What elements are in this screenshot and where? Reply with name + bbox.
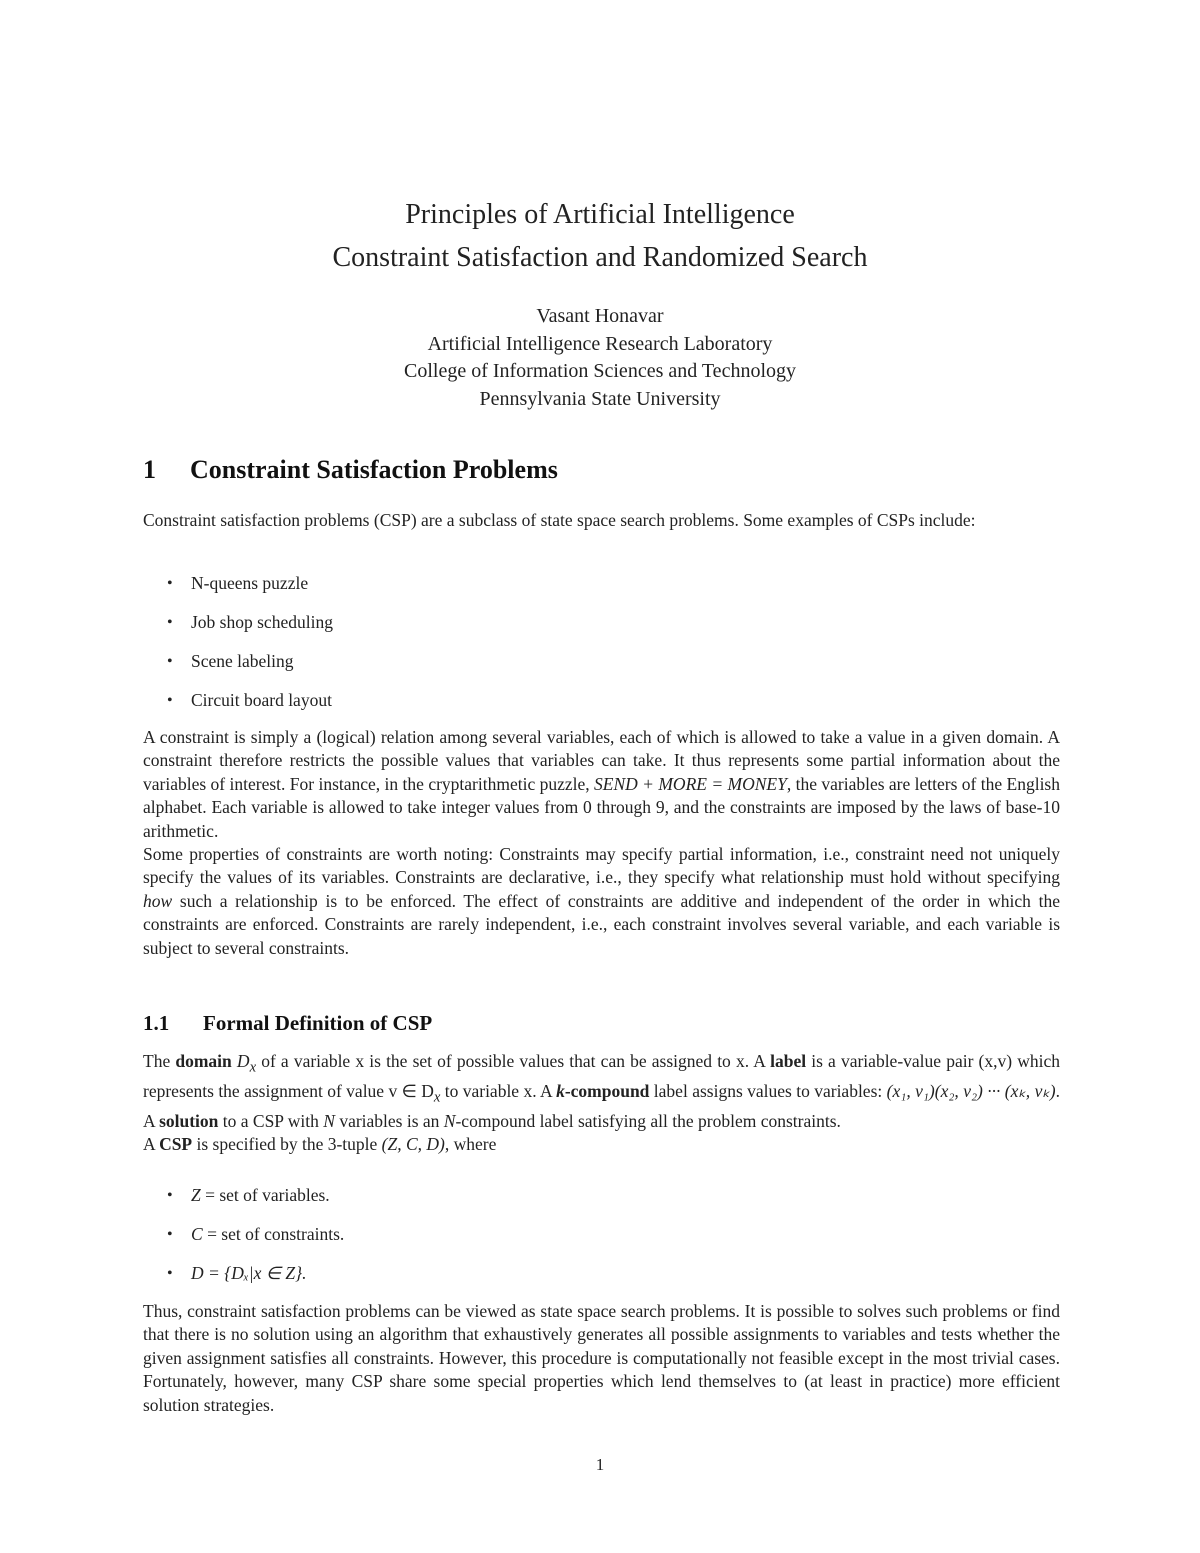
list-item: • N-queens puzzle (167, 572, 333, 611)
list-item: • Job shop scheduling (167, 611, 333, 650)
properties-paragraph (143, 843, 1060, 960)
section-1-1-closing (143, 1300, 1060, 1417)
math-symbol: C (191, 1224, 203, 1244)
math-subscript: x (249, 1059, 257, 1076)
section-number: 1 (143, 455, 156, 484)
text-run: Some properties of constraints are worth noting: Constraints may specify partial information, i.e., constraint need not uniquely specify the values of its variables. Constraints are declarative, i.e., they specify what relationship must hold without specifying (143, 844, 1060, 888)
text-run: = set of constraints. (202, 1224, 345, 1244)
title-line-2: Constraint Satisfaction and Randomized Search (332, 242, 868, 273)
text-run: The (143, 1051, 176, 1071)
list-item (167, 1223, 344, 1262)
text-run: A (143, 1134, 160, 1155)
math-symbol: Z (191, 1185, 201, 1205)
list-item: • Circuit board layout (167, 689, 333, 728)
section-1-body (143, 726, 1060, 960)
author-college: College of Information Sciences and Technology (403, 360, 796, 382)
math-symbol: D (231, 1051, 250, 1071)
section-1-intro (143, 509, 1060, 532)
text-run: is specified by the 3-tuple (192, 1134, 382, 1155)
text-run: variables is an (334, 1110, 444, 1131)
text-run: A constraint is simply a (logical) relation among several variables, each of which is allowed to take a value in a given domain. A constraint therefore restricts the possible values that variables can take. It thus represents some partial information about the variables of interest. For instance, in the cryptarithmetic puzzle, (143, 727, 1060, 794)
text-run: of a variable x is the set of possible values that can be assigned to x. A (256, 1051, 771, 1071)
section-number: 1.1 (143, 1011, 170, 1035)
list-item (167, 1184, 344, 1223)
puzzle-equation: SEND + MORE = MONEY (594, 773, 787, 794)
text-run: -compound label satisfying all the problem constraints. (455, 1110, 841, 1131)
author-name: Vasant Honavar (536, 305, 664, 327)
text-run: . A (143, 1080, 1060, 1131)
math-subscript: x (433, 1089, 441, 1106)
csp-spec-paragraph (143, 1133, 1060, 1156)
definition-paragraph (143, 1050, 1060, 1133)
text-run: = set of variables. (200, 1185, 330, 1205)
text-run: to variable x. A (440, 1080, 557, 1101)
term-csp: CSP (159, 1134, 193, 1155)
author-university: Pennsylvania State University (479, 387, 721, 410)
section-title: Formal Definition of CSP (203, 1011, 433, 1035)
math-expression: = {Dₓ|x ∈ Z}. (203, 1263, 307, 1283)
text-run: label assigns values to variables: (649, 1080, 887, 1101)
text-run: , the variables are letters of the English alphabet. Each variable is allowed to take integer values from 0 through 9, and the constraints are imposed by the laws of base-10 arithmetic. (143, 773, 1060, 841)
author-lab: Artificial Intelligence Research Laboratory (427, 332, 773, 355)
math-symbol: N (443, 1110, 456, 1131)
list-item: • Scene labeling (167, 650, 333, 689)
document-title (0, 193, 1200, 279)
text-run: , where (444, 1134, 497, 1155)
math-symbol: N (323, 1110, 335, 1131)
math-expression: (x₁, v₁)(x₂, v₂) ··· (xₖ, vₖ) (886, 1080, 1056, 1101)
math-symbol: k (556, 1080, 565, 1101)
term-label: label (770, 1051, 807, 1071)
csp-components-list (167, 1184, 344, 1301)
term-domain: domain (175, 1051, 232, 1071)
text-run: is a variable-value pair (x,v) which represents the assignment of value v ∈ D (143, 1051, 1060, 1101)
term-compound: -compound (564, 1080, 650, 1101)
term-solution: solution (159, 1110, 219, 1131)
section-1-1-heading (143, 1011, 432, 1036)
math-expression: (Z, C, D) (381, 1134, 445, 1155)
closing-paragraph: Thus, constraint satisfaction problems can be viewed as state space search problems. It is possible to solves such problems or find that there is no solution using an algorithm that exhaustively generates all possible assignments to variables and tests whether the given assignment satisfies all constraints. However, this procedure is computationally not feasible except in the most trivial cases. Fortunately, however, many CSP share some special properties which lend themselves to (at least in practice) more efficient solution strategies. (143, 1301, 1060, 1415)
text-run: to a CSP with (218, 1110, 324, 1131)
section-1-heading (143, 455, 558, 485)
page-number: 1 (595, 1455, 605, 1474)
csp-examples-list (167, 572, 333, 728)
constraint-paragraph (143, 726, 1060, 843)
title-line-1: Principles of Artificial Intelligence (405, 199, 795, 230)
section-title: Constraint Satisfaction Problems (190, 455, 558, 484)
emphasis: how (143, 890, 173, 911)
section-1-1-body (143, 1050, 1060, 1157)
author-block (0, 303, 1200, 413)
math-symbol: D (191, 1263, 204, 1283)
text-run: such a relationship is to be enforced. The effect of constraints are additive and independent of the order in which the constraints are enforced. Constraints are rarely independent, i.e., each constraint involves several variable, and each variable is subject to several constraints. (143, 890, 1060, 958)
intro-paragraph: Constraint satisfaction problems (CSP) are a subclass of state space search problems. Some examples of CSPs include: (143, 510, 976, 530)
list-item (167, 1262, 344, 1301)
